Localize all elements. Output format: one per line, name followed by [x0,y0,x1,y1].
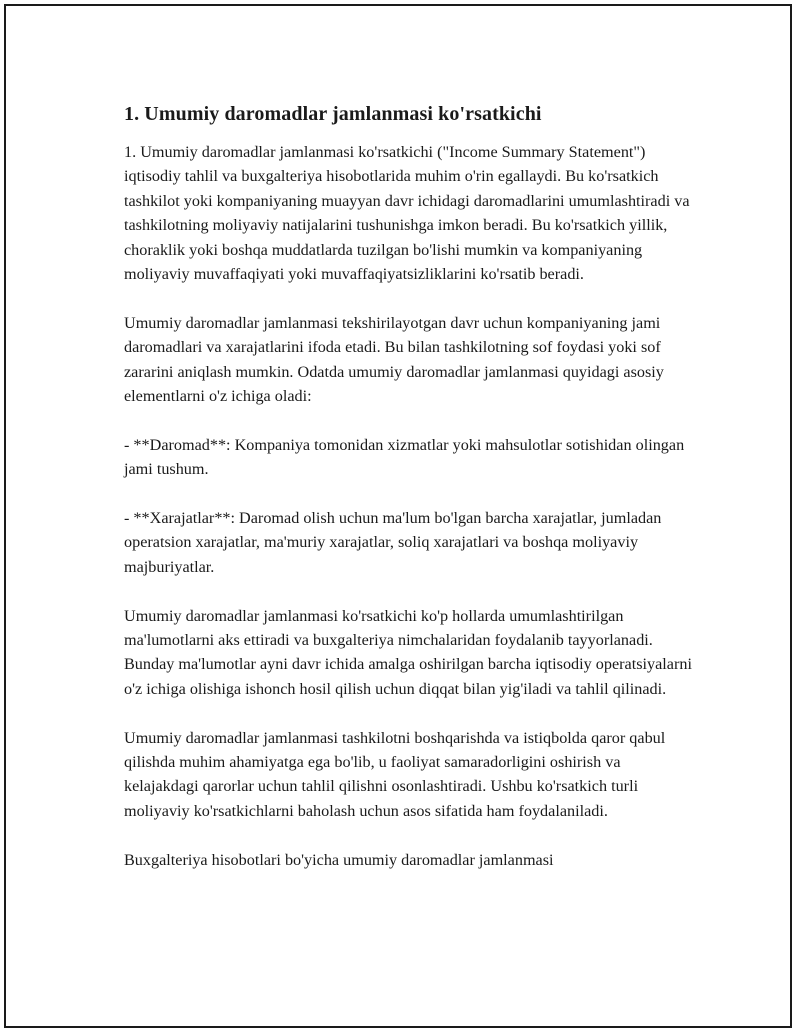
document-title: 1. Umumiy daromadlar jamlanmasi ko'rsatkichi [124,103,542,125]
paragraph-intro: 1. Umumiy daromadlar jamlanmasi ko'rsatkichi ("Income Summary Statement") iqtisodiy tahlil va buxgalteriya hisobotlarida muhim o'rin egallaydi. Bu ko'rsatkich tashkilot yoki kompaniyaning muayyan davr ichidagi daromadlarini umumlashtiradi va tashkilotning moliyaviy natijalarini tushunishga imkon beradi. Bu ko'rsatkich yillik, choraklik yoki boshqa muddatlarda tuzilgan bo'lishi mumkin va kompaniyaning moliyaviy muvaffaqiyati yoki muvaffaqiyatsizliklarini ko'rsatib beradi. [124,143,690,284]
paragraph-elements: Umumiy daromadlar jamlanmasi tekshirilayotgan davr uchun kompaniyaning jami daromadlari va xarajatlarini ifoda etadi. Bu bilan tashkilotning sof foydasi yoki sof zararini aniqlash mumkin. Odatda umumiy daromadlar jamlanmasi quyidagi asosiy elementlarni o'z ichiga oladi: [124,313,664,406]
document-body [124,101,694,896]
list-item-expenses: - **Xarajatlar**: Daromad olish uchun ma'lum bo'lgan barcha xarajatlar, jumladan operatsion xarajatlar, ma'muriy xarajatlar, soliq xarajatlari va boshqa moliyaviy majburiyatlar. [124,509,662,576]
list-item-income: - **Daromad**: Kompaniya tomonidan xizmatlar yoki mahsulotlar sotishidan olingan jami tushum. [124,435,685,479]
paragraph-preparation: Umumiy daromadlar jamlanmasi ko'rsatkichi ko'p hollarda umumlashtirilgan ma'lumotlarni aks ettiradi va buxgalteriya nimchalaridan foydalanib tayyorlanadi. Bunday ma'lumotlar ayni davr ichida amalga oshirilgan barcha iqtisodiy operatsiyalarni o'z ichiga olishiga ishonch hosil qilish uchun diqqat bilan yig'iladi va tahlil qilinadi. [124,606,692,698]
paragraph-importance: Umumiy daromadlar jamlanmasi tashkilotni boshqarishda va istiqbolda qaror qabul qilishda muhim ahamiyatga ega bo'lib, u faoliyat samaradorligini oshirish va kelajakdagi qarorlar uchun tahlil qilishni osonlashtiradi. Ushbu ko'rsatkich turli moliyaviy ko'rsatkichlarni baholash uchun asos sifatida ham foydalaniladi. [124,728,666,820]
paragraph-accounting: Buxgalteriya hisobotlari bo'yicha umumiy daromadlar jamlanmasi [124,850,554,869]
page-frame [4,4,792,1028]
